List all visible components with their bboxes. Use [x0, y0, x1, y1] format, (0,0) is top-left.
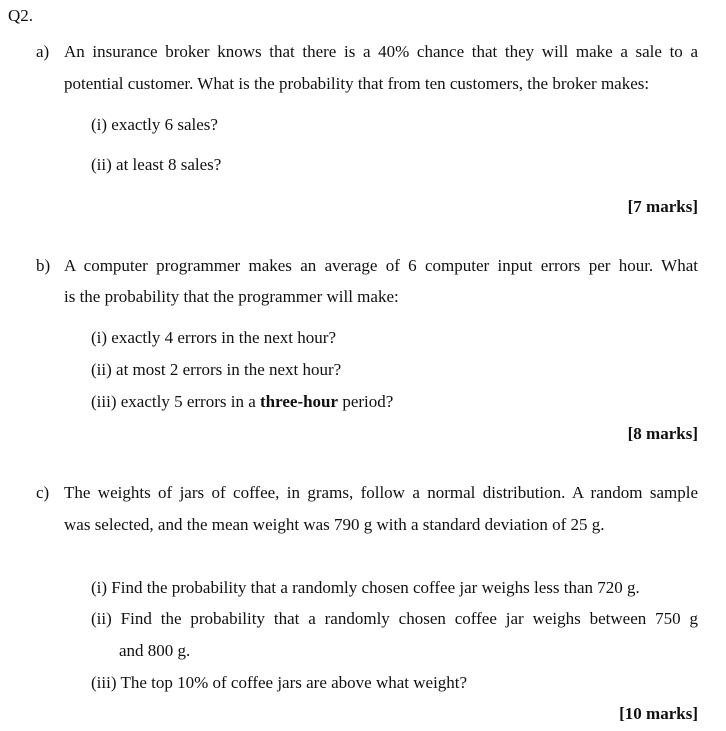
part-b-marks: [8 marks] [627, 424, 698, 443]
subpart-text: at least 8 sales? [116, 155, 222, 174]
subpart-text: Find the probability that a randomly chosen coffee jar weighs between 750 g [120, 609, 699, 628]
subpart-text: exactly 5 errors in a [120, 392, 256, 411]
part-a-marks: [7 marks] [627, 197, 698, 216]
subpart-text: exactly 4 errors in the next hour? [111, 328, 336, 347]
part-b-label: b) [36, 256, 51, 275]
subpart-label: (i) [91, 578, 108, 597]
subpart-text-after: period? [342, 392, 394, 411]
part-c-subpart-ii [91, 609, 698, 629]
part-a-label: a) [36, 42, 50, 61]
part-c-subpart-i [91, 578, 640, 598]
part-b-subpart-iii [91, 392, 393, 412]
part-c-line-2: was selected, and the mean weight was 790 g with a standard deviation of 25 g. [64, 515, 605, 534]
part-b-subpart-ii [91, 360, 341, 380]
subpart-label: (ii) [91, 609, 112, 628]
subpart-text-bold: three-hour [260, 392, 339, 411]
part-a-line-2: potential customer. What is the probability that from ten customers, the broker makes: [64, 74, 650, 93]
subpart-label: (iii) [91, 673, 117, 692]
part-a-subpart-ii [91, 155, 221, 175]
subpart-text: The top 10% of coffee jars are above what weight? [120, 673, 468, 692]
part-c-label: c) [36, 483, 50, 502]
subpart-label: (i) [91, 328, 108, 347]
subpart-label: (i) [91, 115, 108, 134]
part-c-subpart-iii [91, 673, 467, 693]
part-b-subpart-i [91, 328, 336, 348]
subpart-label: (ii) [91, 360, 112, 379]
subpart-text: at most 2 errors in the next hour? [116, 360, 342, 379]
subpart-text: Find the probability that a randomly chosen coffee jar weighs less than 720 g. [111, 578, 640, 597]
part-a-line-1: An insurance broker knows that there is a 40% chance that they will make a sale to a [64, 42, 698, 61]
part-b-line-2: is the probability that the programmer will make: [64, 287, 399, 306]
subpart-label: (ii) [91, 155, 112, 174]
part-c-subpart-ii-continued: and 800 g. [119, 641, 191, 660]
part-a-subpart-i [91, 115, 218, 135]
part-c-marks: [10 marks] [619, 704, 698, 723]
part-c-line-1: The weights of jars of coffee, in grams, follow a normal distribution. A random sample [64, 483, 698, 502]
part-b-line-1: A computer programmer makes an average of 6 computer input errors per hour. What [64, 256, 698, 275]
subpart-text: exactly 6 sales? [111, 115, 218, 134]
question-number: Q2. [8, 6, 34, 25]
subpart-label: (iii) [91, 392, 117, 411]
